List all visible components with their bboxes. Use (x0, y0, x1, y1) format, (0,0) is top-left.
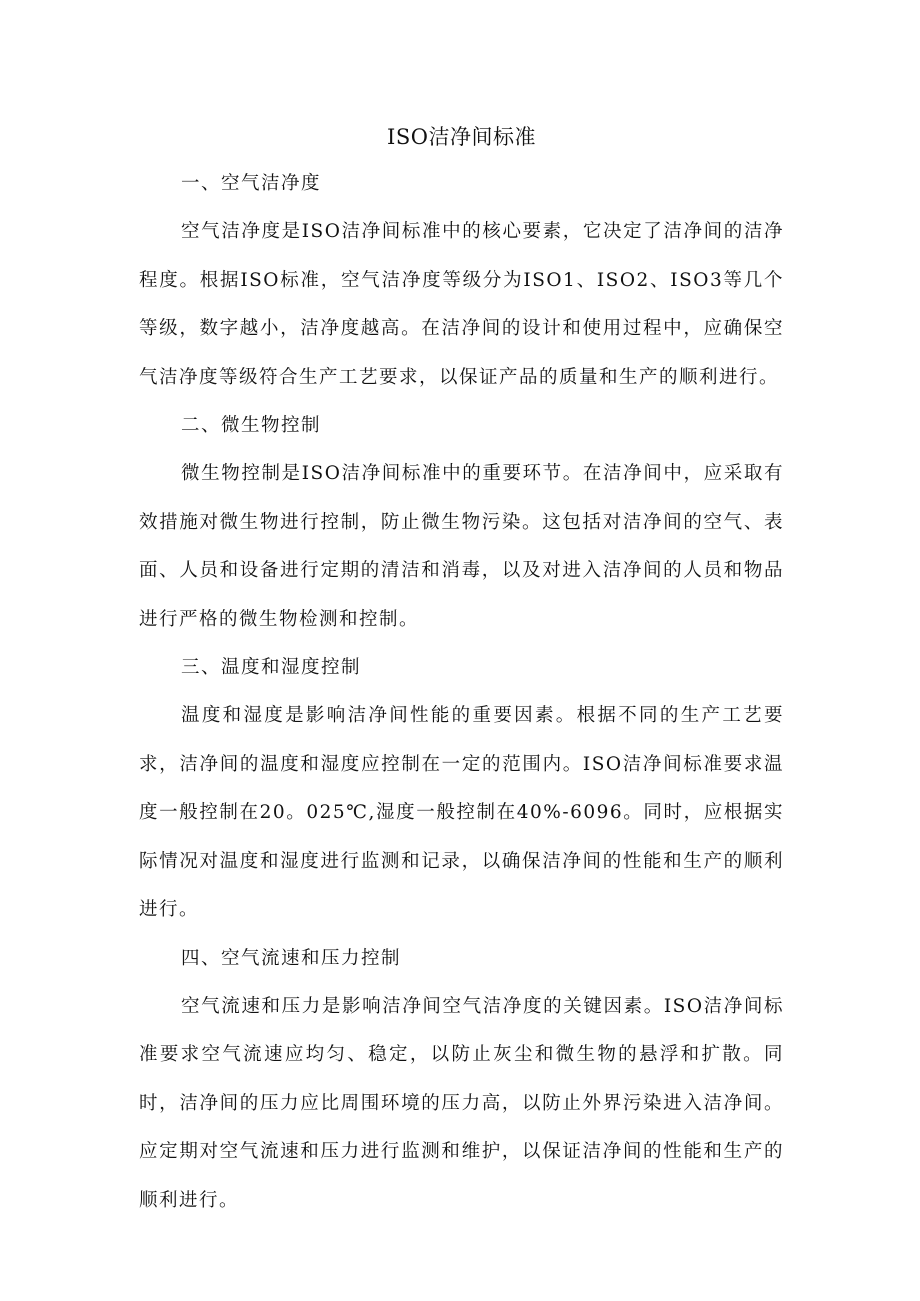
section-paragraph: 空气流速和压力是影响洁净间空气洁净度的关键因素。ISO洁净间标准要求空气流速应均匀、稳定，以防止灰尘和微生物的悬浮和扩散。同时，洁净间的压力应比周围环境的压力高，以防止外界污染进入洁净间。应定期对空气流速和压力进行监测和维护，以保证洁净间的性能和生产的顺利进行。 (139, 995, 784, 1211)
section-airflow-pressure (139, 935, 784, 1226)
section-heading: 二、微生物控制 (181, 415, 322, 436)
document-page (139, 112, 784, 1225)
document-title: ISO洁净间标准 (387, 125, 536, 149)
section-heading: 一、空气洁净度 (181, 173, 322, 194)
section-paragraph: 空气洁净度是ISO洁净间标准中的核心要素，它决定了洁净间的洁净程度。根据ISO标准，空气洁净度等级分为ISO1、ISO2、ISO3等几个等级，数字越小，洁净度越高。在洁净间的设计和使用过程中，应确保空气洁净度等级符合生产工艺要求，以保证产品的质量和生产的顺利进行。 (139, 221, 784, 388)
section-heading: 三、温度和湿度控制 (181, 657, 362, 678)
section-temperature-humidity (139, 644, 784, 935)
section-heading: 四、空气流速和压力控制 (181, 947, 402, 969)
section-paragraph: 温度和湿度是影响洁净间性能的重要因素。根据不同的生产工艺要求，洁净间的温度和湿度应控制在一定的范围内。ISO洁净间标准要求温度一般控制在20。025℃,湿度一般控制在40%-6096。同时，应根据实际情况对温度和湿度进行监测和记录，以确保洁净间的性能和生产的顺利进行。 (139, 705, 784, 920)
section-air-cleanliness (139, 160, 784, 402)
section-paragraph: 微生物控制是ISO洁净间标准中的重要环节。在洁净间中，应采取有效措施对微生物进行控制，防止微生物污染。这包括对洁净间的空气、表面、人员和设备进行定期的清洁和消毒，以及对进入洁净间的人员和物品进行严格的微生物检测和控制。 (139, 463, 784, 630)
section-microbial-control (139, 402, 784, 644)
